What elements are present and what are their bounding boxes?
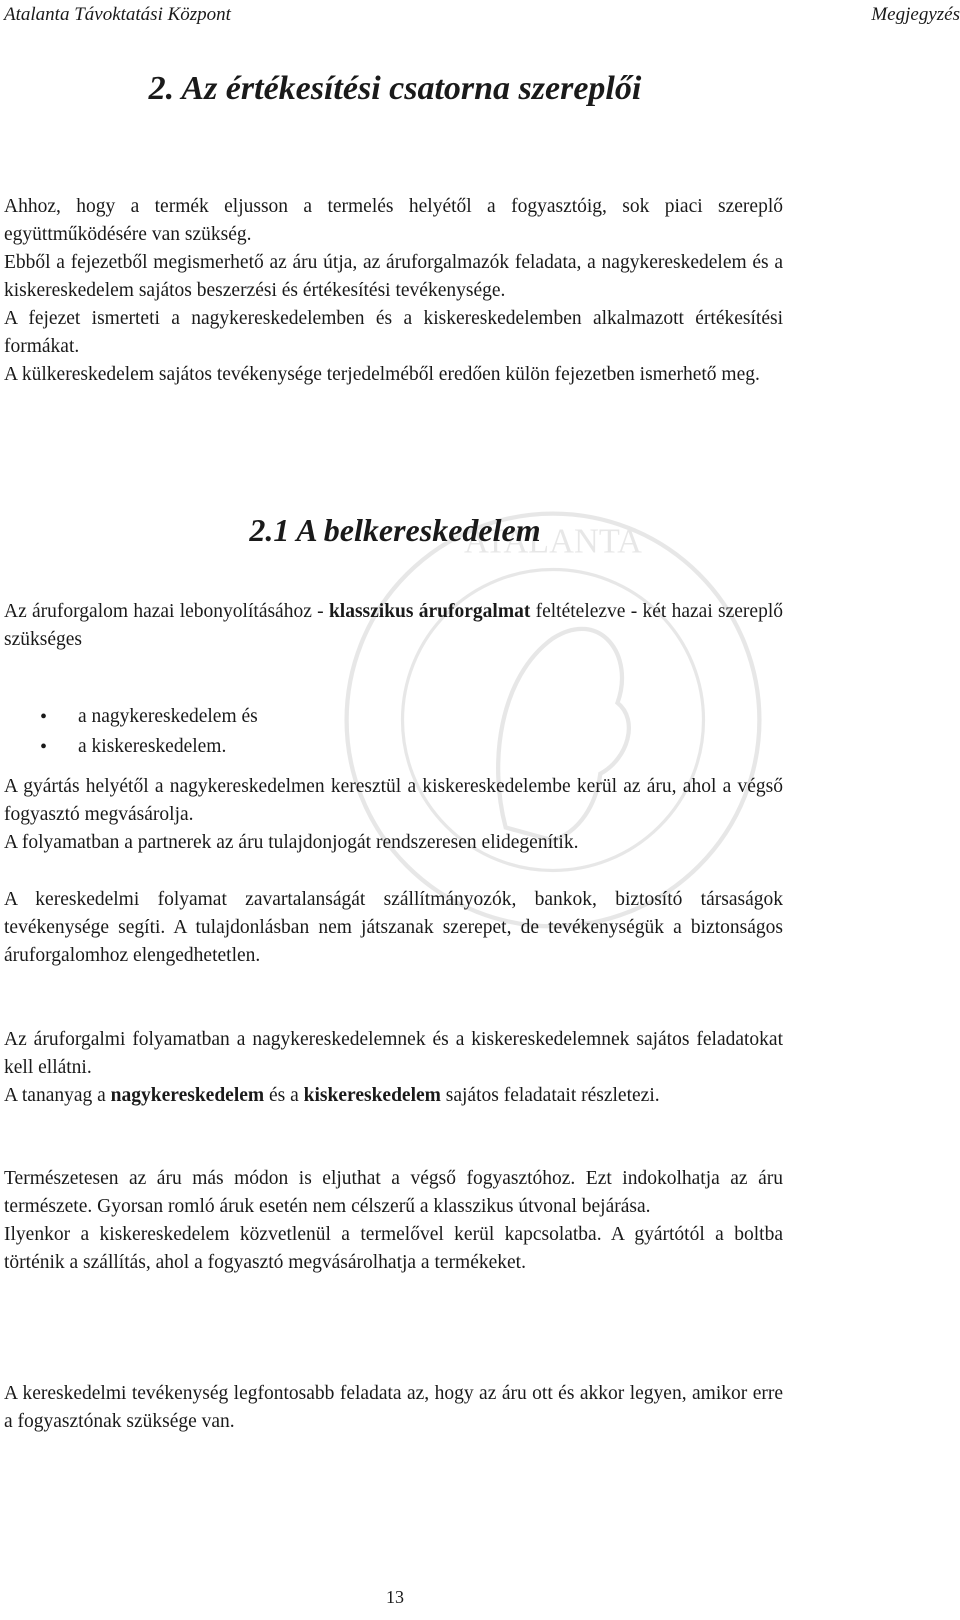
bold-term: nagykereskedelem: [110, 1085, 265, 1106]
intro-paragraph: A külkereskedelem sajátos tevékenysége terjedelméből eredően külön fejezetben ismerhető meg.: [4, 364, 760, 385]
chapter-title: 2. Az értékesítési csatorna szereplői: [148, 70, 642, 107]
section-paragraph: A gyártás helyétől a nagykereskedelmen keresztül a kiskereskedelembe kerül az áru, ahol a végső fogyasztó megvásárolja.: [4, 776, 783, 825]
intro-paragraph: Ahhoz, hogy a termék eljusson a termelés helyétől a fogyasztóig, sok piaci szereplő együttműködésére van szükség.: [4, 196, 783, 245]
section-body-1: [4, 773, 783, 857]
section-body-5: [4, 1380, 783, 1436]
section-paragraph: A tananyag a nagykereskedelem és a kiskereskedelem sajátos feladatait részletezi.: [4, 1085, 660, 1106]
section-paragraph: Ilyenkor a kiskereskedelem közvetlenül a termelővel kerül kapcsolatba. A gyártótól a boltba történik a szállítás, ahol a fogyasztó megvásárolhatja a termékeket.: [4, 1224, 783, 1273]
section-body-2: [4, 886, 783, 970]
list-item: • a nagykereskedelem és: [40, 702, 258, 732]
section-paragraph: A folyamatban a partnerek az áru tulajdonjogát rendszeresen elidegenítik.: [4, 832, 579, 853]
section-intro: [4, 598, 783, 654]
section-title: 2.1 A belkereskedelem: [249, 512, 541, 548]
section-paragraph: Az áruforgalmi folyamatban a nagykereskedelemnek és a kiskereskedelemnek sajátos feladatokat kell ellátni.: [4, 1029, 783, 1078]
list-item: • a kiskereskedelem.: [40, 732, 258, 762]
bold-term: klasszikus áruforgalmat: [328, 601, 531, 622]
section-body-4: [4, 1165, 783, 1277]
bullet-list: [40, 702, 258, 762]
page-header: [0, 4, 960, 32]
header-organization: Atalanta Távoktatási Központ: [4, 4, 231, 25]
section-body-3: [4, 1026, 783, 1110]
header-note-label: Megjegyzés: [871, 4, 960, 25]
intro-paragraph: A fejezet ismerteti a nagykereskedelemben és a kiskereskedelemben alkalmazott értékesítési formákat.: [4, 308, 783, 357]
intro-paragraph: Ebből a fejezetből megismerhető az áru útja, az áruforgalmazók feladata, a nagykereskedelem és a kiskereskedelem sajátos beszerzési és értékesítési tevékenysége.: [4, 252, 783, 301]
section-paragraph: Az áruforgalom hazai lebonyolításához - klasszikus áruforgalmat feltételezve - két hazai szereplő szükséges: [4, 601, 783, 650]
page-number: 13: [386, 1587, 404, 1607]
section-paragraph: Természetesen az áru más módon is eljuthat a végső fogyasztóhoz. Ezt indokolhatja az áru természete. Gyorsan romló áruk esetén nem célszerű a klasszikus útvonal bejárása.: [4, 1168, 783, 1217]
intro-text: [4, 193, 783, 389]
atalanta-seal-watermark: [338, 505, 768, 935]
section-paragraph: A kereskedelmi folyamat zavartalanságát szállítmányozók, bankok, biztosító társaságok tevékenysége segíti. A tulajdonlásban nem játszanak szerepet, de tevékenységük a biztonságos áruforgalomhoz elengedhetetlen.: [4, 889, 783, 966]
watermark-text: ATALANTA: [464, 522, 642, 561]
section-paragraph: A kereskedelmi tevékenység legfontosabb feladata az, hogy az áru ott és akkor legyen, amikor erre a fogyasztónak szüksége van.: [4, 1383, 783, 1432]
bold-term: kiskereskedelem: [303, 1085, 441, 1106]
